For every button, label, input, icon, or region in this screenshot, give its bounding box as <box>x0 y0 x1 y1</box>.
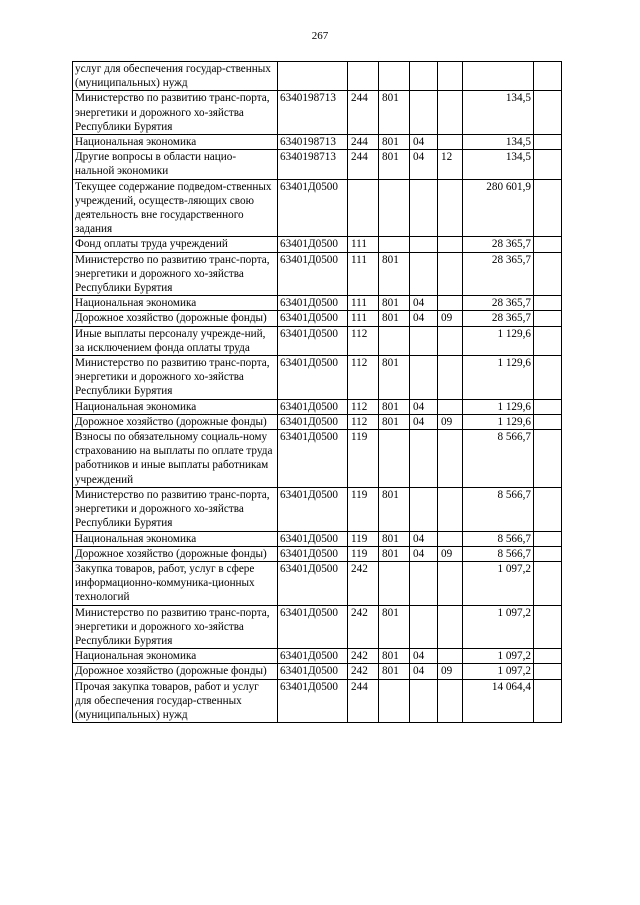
table-row <box>73 237 562 252</box>
amount-cell: 134,5 <box>463 91 534 135</box>
table-row <box>73 399 562 414</box>
amount-cell: 280 601,9 <box>463 179 534 237</box>
subsection-code-cell <box>438 91 463 135</box>
row-name-cell: Министерство по развитию транс-порта, энергетики и дорожного хо-зяйства Республики Бурятия <box>73 605 278 649</box>
subsection-code-cell <box>438 62 463 91</box>
extra-cell <box>534 546 562 561</box>
administrator-code-cell: 801 <box>379 414 410 429</box>
amount-cell: 1 129,6 <box>463 326 534 355</box>
row-name-cell: Дорожное хозяйство (дорожные фонды) <box>73 546 278 561</box>
section-code-cell <box>410 679 438 723</box>
administrator-code-cell: 801 <box>379 150 410 179</box>
target-article-code-cell: 63401Д0500 <box>278 531 348 546</box>
section-code-cell: 04 <box>410 311 438 326</box>
row-name-cell: Дорожное хозяйство (дорожные фонды) <box>73 414 278 429</box>
expense-type-code-cell <box>348 62 379 91</box>
expense-type-code-cell: 119 <box>348 546 379 561</box>
row-name-cell: Национальная экономика <box>73 399 278 414</box>
administrator-code-cell <box>379 62 410 91</box>
section-code-cell: 04 <box>410 150 438 179</box>
target-article-code-cell: 6340198713 <box>278 91 348 135</box>
expense-type-code-cell: 111 <box>348 311 379 326</box>
table-row <box>73 664 562 679</box>
row-name-cell: Взносы по обязательному социаль-ному страхованию на выплаты по оплате труда работников и иные выплаты работникам учреждений <box>73 430 278 488</box>
section-code-cell <box>410 487 438 531</box>
subsection-code-cell <box>438 605 463 649</box>
expense-type-code-cell: 242 <box>348 605 379 649</box>
row-name-cell: Иные выплаты персоналу учрежде-ний, за исключением фонда оплаты труда <box>73 326 278 355</box>
amount-cell: 1 097,2 <box>463 605 534 649</box>
section-code-cell: 04 <box>410 296 438 311</box>
extra-cell <box>534 605 562 649</box>
subsection-code-cell: 09 <box>438 664 463 679</box>
table-row <box>73 561 562 605</box>
target-article-code-cell <box>278 62 348 91</box>
expense-type-code-cell: 119 <box>348 531 379 546</box>
administrator-code-cell: 801 <box>379 252 410 296</box>
row-name-cell: Прочая закупка товаров, работ и услуг для обеспечения государ-ственных (муниципальных) нужд <box>73 679 278 723</box>
extra-cell <box>534 399 562 414</box>
expense-type-code-cell: 244 <box>348 135 379 150</box>
row-name-cell: Министерство по развитию транс-порта, энергетики и дорожного хо-зяйства Республики Бурятия <box>73 91 278 135</box>
row-name-cell: Министерство по развитию транс-порта, энергетики и дорожного хо-зяйства Республики Бурятия <box>73 487 278 531</box>
table-row <box>73 430 562 488</box>
section-code-cell <box>410 561 438 605</box>
target-article-code-cell: 63401Д0500 <box>278 296 348 311</box>
expense-type-code-cell: 112 <box>348 414 379 429</box>
expense-type-code-cell: 242 <box>348 649 379 664</box>
row-name-cell: Другие вопросы в области нацио-нальной экономики <box>73 150 278 179</box>
amount-cell: 28 365,7 <box>463 296 534 311</box>
target-article-code-cell: 63401Д0500 <box>278 679 348 723</box>
administrator-code-cell: 801 <box>379 531 410 546</box>
section-code-cell: 04 <box>410 135 438 150</box>
target-article-code-cell: 63401Д0500 <box>278 546 348 561</box>
administrator-code-cell <box>379 237 410 252</box>
row-name-cell: услуг для обеспечения государ-ственных (муниципальных) нужд <box>73 62 278 91</box>
target-article-code-cell: 63401Д0500 <box>278 356 348 400</box>
administrator-code-cell <box>379 326 410 355</box>
target-article-code-cell: 63401Д0500 <box>278 649 348 664</box>
section-code-cell: 04 <box>410 649 438 664</box>
section-code-cell <box>410 356 438 400</box>
subsection-code-cell <box>438 135 463 150</box>
amount-cell: 28 365,7 <box>463 252 534 296</box>
amount-cell: 8 566,7 <box>463 487 534 531</box>
table-row <box>73 179 562 237</box>
expense-type-code-cell: 242 <box>348 561 379 605</box>
row-name-cell: Дорожное хозяйство (дорожные фонды) <box>73 311 278 326</box>
administrator-code-cell: 801 <box>379 487 410 531</box>
section-code-cell: 04 <box>410 664 438 679</box>
row-name-cell: Дорожное хозяйство (дорожные фонды) <box>73 664 278 679</box>
expense-type-code-cell: 112 <box>348 399 379 414</box>
subsection-code-cell <box>438 179 463 237</box>
extra-cell <box>534 679 562 723</box>
target-article-code-cell: 6340198713 <box>278 135 348 150</box>
target-article-code-cell: 63401Д0500 <box>278 311 348 326</box>
table-row <box>73 62 562 91</box>
amount-cell: 1 097,2 <box>463 649 534 664</box>
row-name-cell: Национальная экономика <box>73 296 278 311</box>
table-row <box>73 296 562 311</box>
extra-cell <box>534 414 562 429</box>
section-code-cell <box>410 62 438 91</box>
expense-type-code-cell: 111 <box>348 296 379 311</box>
section-code-cell <box>410 430 438 488</box>
expense-type-code-cell: 112 <box>348 356 379 400</box>
subsection-code-cell <box>438 487 463 531</box>
extra-cell <box>534 311 562 326</box>
amount-cell: 1 129,6 <box>463 414 534 429</box>
subsection-code-cell <box>438 296 463 311</box>
target-article-code-cell: 63401Д0500 <box>278 399 348 414</box>
expense-type-code-cell: 244 <box>348 91 379 135</box>
page-number: 267 <box>311 30 329 42</box>
administrator-code-cell: 801 <box>379 296 410 311</box>
row-name-cell: Национальная экономика <box>73 649 278 664</box>
administrator-code-cell: 801 <box>379 311 410 326</box>
row-name-cell: Закупка товаров, работ, услуг в сфере информационно-коммуника-ционных технологий <box>73 561 278 605</box>
subsection-code-cell <box>438 326 463 355</box>
amount-cell: 134,5 <box>463 150 534 179</box>
subsection-code-cell <box>438 237 463 252</box>
subsection-code-cell: 09 <box>438 311 463 326</box>
row-name-cell: Национальная экономика <box>73 531 278 546</box>
table-row <box>73 414 562 429</box>
expense-type-code-cell: 112 <box>348 326 379 355</box>
subsection-code-cell <box>438 399 463 414</box>
extra-cell <box>534 664 562 679</box>
section-code-cell: 04 <box>410 531 438 546</box>
amount-cell: 8 566,7 <box>463 430 534 488</box>
section-code-cell: 04 <box>410 546 438 561</box>
amount-cell: 1 129,6 <box>463 356 534 400</box>
expense-type-code-cell: 242 <box>348 664 379 679</box>
target-article-code-cell: 63401Д0500 <box>278 430 348 488</box>
subsection-code-cell <box>438 430 463 488</box>
expense-type-code-cell: 111 <box>348 237 379 252</box>
extra-cell <box>534 487 562 531</box>
extra-cell <box>534 62 562 91</box>
extra-cell <box>534 91 562 135</box>
administrator-code-cell <box>379 430 410 488</box>
row-name-cell: Текущее содержание подведом-ственных учреждений, осуществ-ляющих свою деятельность вне государственного задания <box>73 179 278 237</box>
administrator-code-cell: 801 <box>379 135 410 150</box>
administrator-code-cell <box>379 179 410 237</box>
subsection-code-cell: 12 <box>438 150 463 179</box>
table-row <box>73 356 562 400</box>
extra-cell <box>534 296 562 311</box>
target-article-code-cell: 63401Д0500 <box>278 487 348 531</box>
section-code-cell: 04 <box>410 414 438 429</box>
expense-type-code-cell: 244 <box>348 679 379 723</box>
subsection-code-cell <box>438 561 463 605</box>
extra-cell <box>534 326 562 355</box>
target-article-code-cell: 63401Д0500 <box>278 561 348 605</box>
table-row <box>73 487 562 531</box>
subsection-code-cell <box>438 356 463 400</box>
subsection-code-cell <box>438 531 463 546</box>
table-body <box>73 62 562 723</box>
row-name-cell: Фонд оплаты труда учреждений <box>73 237 278 252</box>
administrator-code-cell: 801 <box>379 91 410 135</box>
expense-type-code-cell: 119 <box>348 487 379 531</box>
row-name-cell: Национальная экономика <box>73 135 278 150</box>
extra-cell <box>534 430 562 488</box>
administrator-code-cell: 801 <box>379 356 410 400</box>
table-row <box>73 150 562 179</box>
amount-cell: 28 365,7 <box>463 237 534 252</box>
section-code-cell <box>410 605 438 649</box>
administrator-code-cell: 801 <box>379 605 410 649</box>
table-row <box>73 135 562 150</box>
expense-type-code-cell <box>348 179 379 237</box>
extra-cell <box>534 252 562 296</box>
administrator-code-cell <box>379 561 410 605</box>
subsection-code-cell <box>438 649 463 664</box>
extra-cell <box>534 135 562 150</box>
table-row <box>73 679 562 723</box>
administrator-code-cell <box>379 679 410 723</box>
target-article-code-cell: 63401Д0500 <box>278 414 348 429</box>
extra-cell <box>534 561 562 605</box>
subsection-code-cell <box>438 252 463 296</box>
section-code-cell <box>410 326 438 355</box>
expense-type-code-cell: 119 <box>348 430 379 488</box>
table-row <box>73 91 562 135</box>
section-code-cell: 04 <box>410 399 438 414</box>
administrator-code-cell: 801 <box>379 546 410 561</box>
subsection-code-cell: 09 <box>438 546 463 561</box>
amount-cell: 134,5 <box>463 135 534 150</box>
table-row <box>73 605 562 649</box>
target-article-code-cell: 63401Д0500 <box>278 252 348 296</box>
target-article-code-cell: 63401Д0500 <box>278 326 348 355</box>
amount-cell: 28 365,7 <box>463 311 534 326</box>
section-code-cell <box>410 252 438 296</box>
target-article-code-cell: 63401Д0500 <box>278 664 348 679</box>
row-name-cell: Министерство по развитию транс-порта, энергетики и дорожного хо-зяйства Республики Бурятия <box>73 356 278 400</box>
section-code-cell <box>410 91 438 135</box>
target-article-code-cell: 6340198713 <box>278 150 348 179</box>
section-code-cell <box>410 179 438 237</box>
expense-type-code-cell: 111 <box>348 252 379 296</box>
administrator-code-cell: 801 <box>379 664 410 679</box>
amount-cell: 8 566,7 <box>463 531 534 546</box>
section-code-cell <box>410 237 438 252</box>
expense-type-code-cell: 244 <box>348 150 379 179</box>
extra-cell <box>534 179 562 237</box>
table-row <box>73 531 562 546</box>
target-article-code-cell: 63401Д0500 <box>278 605 348 649</box>
amount-cell: 1 097,2 <box>463 561 534 605</box>
target-article-code-cell: 63401Д0500 <box>278 179 348 237</box>
table-row <box>73 311 562 326</box>
amount-cell: 8 566,7 <box>463 546 534 561</box>
extra-cell <box>534 237 562 252</box>
row-name-cell: Министерство по развитию транс-порта, энергетики и дорожного хо-зяйства Республики Бурятия <box>73 252 278 296</box>
budget-table <box>72 61 562 723</box>
subsection-code-cell <box>438 679 463 723</box>
table-row <box>73 546 562 561</box>
amount-cell: 14 064,4 <box>463 679 534 723</box>
amount-cell <box>463 62 534 91</box>
administrator-code-cell: 801 <box>379 399 410 414</box>
extra-cell <box>534 531 562 546</box>
extra-cell <box>534 356 562 400</box>
target-article-code-cell: 63401Д0500 <box>278 237 348 252</box>
table-row <box>73 252 562 296</box>
table-row <box>73 326 562 355</box>
amount-cell: 1 129,6 <box>463 399 534 414</box>
extra-cell <box>534 649 562 664</box>
table-row <box>73 649 562 664</box>
subsection-code-cell: 09 <box>438 414 463 429</box>
amount-cell: 1 097,2 <box>463 664 534 679</box>
administrator-code-cell: 801 <box>379 649 410 664</box>
extra-cell <box>534 150 562 179</box>
